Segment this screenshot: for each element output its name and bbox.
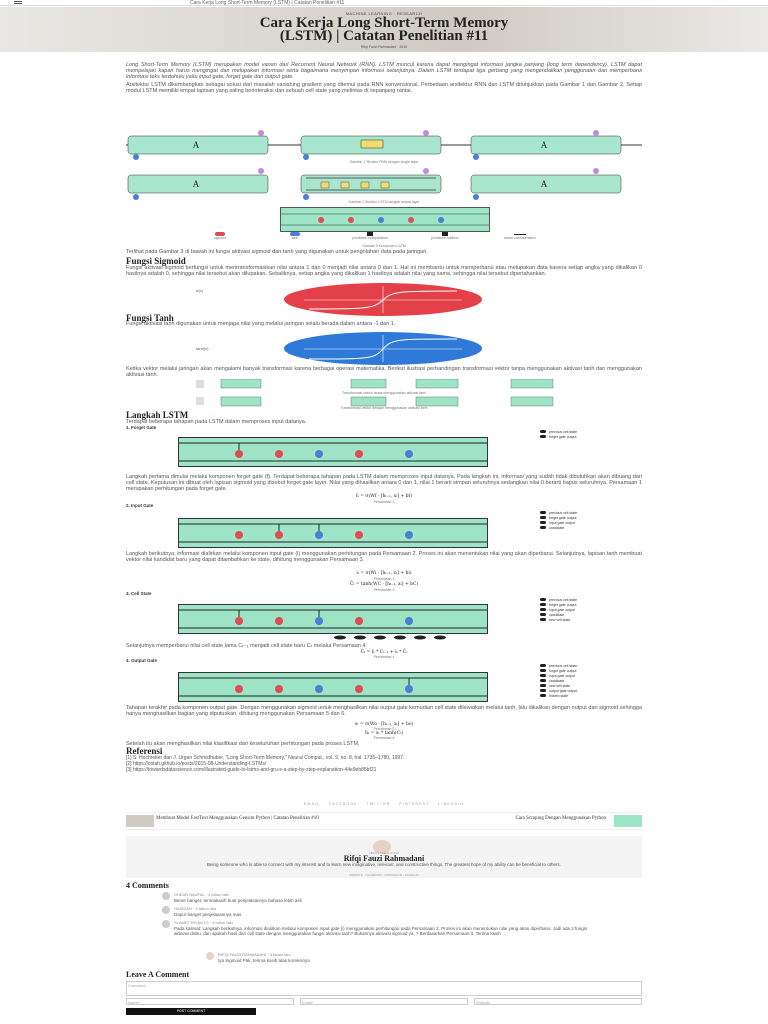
share-bar bbox=[0, 802, 768, 806]
step4-heading: 4. Output Gate bbox=[126, 658, 158, 663]
author-links[interactable]: WEBSITE · FACEBOOK · INSTAGRAM · LINKEDIN bbox=[349, 873, 419, 877]
top-bar bbox=[0, 0, 768, 6]
legend-multiplication: pointwise multiplication bbox=[340, 232, 400, 244]
equation-4-label: Persamaan 4 bbox=[373, 655, 395, 659]
legend-tanh: tanh bbox=[265, 232, 325, 244]
share-pinterest[interactable]: PINTEREST bbox=[399, 802, 430, 806]
reference-item[interactable]: [2] https://colah.github.io/posts/2015-08-Understanding-LSTMs/ bbox=[126, 761, 267, 767]
step1-legend: previous cell state forget gate output bbox=[540, 430, 577, 440]
steps-heading: Langkah LSTM bbox=[126, 410, 189, 420]
equation-5: oₜ = σ(Wo · [hₜ₋₁, xₜ] + bo) bbox=[354, 722, 414, 727]
avatar bbox=[206, 952, 214, 960]
fig2-caption: Gambar 2 Struktur LSTM dengan empat layer bbox=[348, 200, 420, 204]
comment-fields bbox=[126, 998, 642, 1005]
author-name[interactable]: Rifqi Fauzi Rahmadani bbox=[343, 854, 425, 863]
post-meta: Rifqi Fauzi Rahmadani · 2019 bbox=[360, 45, 408, 49]
step1-heading: 1. Forget Gate bbox=[126, 425, 157, 430]
post-category[interactable]: MACHINE LEARNING · RESEARCH bbox=[345, 11, 423, 16]
cell-state-diagram bbox=[178, 604, 488, 634]
topbar-title: Cara Kerja Long Short-Term Memory (LSTM) | Catatan Penelitian #11 bbox=[190, 0, 345, 6]
menu-icon[interactable] bbox=[14, 1, 22, 4]
caption-tanh: Transformasi vektor dengan menggunakan aktivasi tanh bbox=[340, 406, 428, 410]
share-facebook[interactable]: FACEBOOK bbox=[329, 802, 358, 806]
tanh-heading: Fungsi Tanh bbox=[126, 313, 174, 323]
output-gate-diagram bbox=[178, 672, 488, 702]
avatar bbox=[162, 906, 170, 914]
closing-text: Setelah itu akan menghasilkan nilai klasifikasi dari keseluruhan perhitungan pada proses LSTM. bbox=[126, 741, 360, 747]
leave-comment-section bbox=[126, 970, 642, 1015]
vector-transform-figure bbox=[126, 379, 642, 417]
comment-reply bbox=[126, 952, 642, 964]
comment-author: HASIDAH · 4 tahun lalu bbox=[174, 906, 217, 911]
input-gate-diagram bbox=[178, 518, 488, 548]
legend-addition: pointwise addition bbox=[415, 232, 475, 244]
step4-text: Tahapan terakhir pada komponen output gate. Dengan menggunakan sigmoid untuk menghasilkan nilai output gate kemudian cell state dilewatkan melalui tanh, lalu dikalikan dengan output dari sigmoid sehingga hanya menghasilkan bagian yang diputuskan, dihitung menggunakan Persamaan 5 dan 6. bbox=[126, 705, 642, 717]
share-email[interactable]: EMAIL bbox=[303, 802, 321, 806]
comment-text: Bener banget, terimakasih buat penjelasannya bahasa lebih asli bbox=[174, 898, 302, 903]
share-twitter[interactable]: TWITTER bbox=[366, 802, 391, 806]
author-bio: Being someone who is able to connect with my interest and to learn new imaginative, relevant, and constructive things. The greatest hope of my ability can be beneficial to others. bbox=[206, 862, 562, 867]
comment-author: DHEAN NAUFAL · 4 tahun lalu bbox=[174, 892, 229, 897]
lstm-component-figure bbox=[280, 207, 490, 232]
comment-text: Dapur banget penjelasannya mas bbox=[174, 912, 242, 917]
tanh-text-2: Ketika vektor melalui jaringan akan mengalami banyak transformasi karena berbagai operasi matematika. Berikut ilustrasi perbandingan transformasi vektor tanpa menggunakan aktivasi tanh dan menggunakan aktivasi tanh. bbox=[126, 366, 642, 378]
avatar bbox=[162, 892, 170, 900]
sigmoid-heading: Fungsi Sigmoid bbox=[126, 256, 186, 266]
leave-comment-title: Leave A Comment bbox=[126, 970, 190, 979]
equation-1: fₜ = σ(Wf · [hₜ₋₁, xₜ] + bf) bbox=[356, 494, 412, 499]
step2-legend: previous cell state forget gate output input gate output candidate bbox=[540, 511, 577, 531]
author-box bbox=[126, 836, 642, 878]
sigmoid-text: Fungsi aktivasi sigmoid berfungsi untuk mentransformasikan nilai antara 1 dan 0 menjadi nilai antara 0 dan 1. Hal ini membantu untuk memperbarui atau melupakan data karena setiap angka yang dikalikan 0 hasilnya adalah 0, sehingga nilai tersebut akan dilupakan. Sebaliknya, setiap angka yang dikalikan 1 hasilnya adalah nilai yang sama, sehingga nilai tersebut dipertahankan. bbox=[126, 265, 642, 277]
equation-2: iₜ = σ(Wi · [hₜ₋₁, xₜ] + bi) bbox=[356, 571, 412, 576]
equation-1-label: Persamaan 1 bbox=[373, 500, 395, 504]
tanh-text: Fungsi aktivasi tanh digunakan untuk menjaga nilai yang melalui jaringan selalu berada dalam antara -1 dan 1. bbox=[126, 321, 396, 327]
website-field[interactable]: Website bbox=[474, 998, 642, 1005]
equation-4: Cₜ = fₜ * Cₜ₋₁ + iₜ * C̃ₜ bbox=[360, 650, 408, 655]
svg-text:A: A bbox=[540, 179, 548, 189]
prev-post-link[interactable]: Membuat Model FastText Menggunakan Gensim Python | Catatan Penelitian #10 bbox=[156, 816, 319, 821]
reference-item[interactable]: [3] https://towardsdatascience.com/illustrated-guide-to-lstms-and-gru-s-a-step-by-step-explanation-44e9eb85bf21 bbox=[126, 767, 377, 773]
intro-paragraph: Long Short-Term Memory (LSTM) merupakan model varian dari Recurrent Neural Network (RNN). LSTM muncul karena dapat mengingat informasi jangka panjang (long term dependency). LSTM dapat mempelajari kapan harus mengingat dan melupakan informasi serta bagaimana menyimpan informasi selanjutnya. Dalam LSTM terdapat tiga gerbang yang mengendalikan penggunaan dan memperbarui informasi teks terdahulu yaitu input gate, forget gate dan output gate. bbox=[126, 62, 642, 80]
forget-gate-diagram bbox=[178, 437, 488, 467]
share-linkedin[interactable]: LINKEDIN bbox=[438, 802, 465, 806]
comment-text: Iya Sigmoid Pak, terima kasih atas koreksinya bbox=[218, 958, 310, 963]
references-heading: Referensi bbox=[126, 746, 163, 756]
step2-heading: 2. Input Gate bbox=[126, 503, 154, 508]
post-navigation bbox=[126, 812, 642, 830]
equation-6-label: Persamaan 6 bbox=[373, 736, 395, 740]
fig3-text: Terlihat pada Gambar 3 di bawah ini fungsi aktivasi sigmoid dan tanh yang digunakan untuk pengolahan data pada jaringan. bbox=[126, 249, 428, 255]
step1-text: Langkah pertama dimulai melalui komponen forget gate (f). Terdapat beberapa tahapan pada LSTM dalam memproses input datanya. Pada langkah ini, informasi yang sudah tidak dibutuhkan akan dibuang dari cell state. Keputusan ini dibuat oleh lapisan sigmoid yang disebut forget gate layer. Nilai yang dihasilkan antara 0 dan 1, nilai 1 berarti simpan seluruhnya sedangkan nilai 0 berarti hapus seluruhnya. Persamaan 1 merupakan perhitungan pada forget gate. bbox=[126, 474, 642, 492]
avatar bbox=[162, 920, 170, 928]
comment-item bbox=[126, 892, 642, 904]
comment-author: SLAMET RIYANTO · 4 tahun lalu bbox=[174, 920, 233, 925]
legend-sigmoid: sigmoid bbox=[190, 232, 250, 244]
comment-textarea[interactable]: Comment... bbox=[126, 981, 642, 996]
next-post-link[interactable]: Cara Scraping Dengan Menggunakan Python bbox=[515, 816, 606, 821]
author-label: ABOUT THE AUTHOR bbox=[368, 851, 400, 855]
caption-no-tanh: Transformasi vektor tanpa menggunakan aktivasi tanh bbox=[341, 391, 427, 395]
comment-text: Pada kalimat: Langkah berikutnya, informasi dialirkan melalui komponen input gate (i) menggunakan perhitungan pada Persamaan 2. Proses ini akan menentukan nilai yang akan diperbarui. Jadi ada 2 fungsi aktivasi disitu, dan apakah hasil dari cell state dengan menggunakan fungsi aktivasi tanh? Bukannya aktivasi sigmoid ya, ? Berdasarkan Persamaan 3. Terima kasih bbox=[174, 926, 588, 936]
step3-heading: 3. Cell State bbox=[126, 591, 152, 596]
post-comment-button[interactable]: POST COMMENT bbox=[126, 1008, 256, 1015]
equation-2-label: Persamaan 2 bbox=[373, 577, 395, 581]
cell-state-dots bbox=[330, 635, 460, 640]
equation-5-label: Persamaan 5 bbox=[373, 727, 395, 731]
step3-text: Selanjutnya memperbarui nilai cell state lama Cₜ₋₁ menjadi cell state baru Cₜ melalui Persamaan 4. bbox=[126, 643, 367, 649]
article-body bbox=[126, 62, 642, 94]
sigmoid-graph bbox=[284, 283, 482, 316]
svg-text:A: A bbox=[192, 140, 200, 150]
comments-title: 4 Comments bbox=[126, 881, 169, 890]
fig1-caption: Gambar 1 Struktur RNN dengan single layer bbox=[349, 160, 419, 164]
comment-item bbox=[126, 920, 642, 950]
lstm-figure bbox=[126, 168, 642, 200]
step4-legend: previous cell state forget gate output input gate output candidate new cell state output gate output hidden state bbox=[540, 664, 577, 699]
post-title: Cara Kerja Long Short-Term Memory (LSTM) | Catatan Penelitian #11 bbox=[259, 15, 509, 44]
prev-thumbnail[interactable] bbox=[126, 815, 154, 827]
comment-item bbox=[126, 906, 642, 918]
name-field[interactable]: Name* bbox=[126, 998, 294, 1005]
comments-section bbox=[126, 881, 642, 964]
steps-intro: Terdapat beberapa tahapan pada LSTM dalam memproses input datanya. bbox=[126, 419, 307, 425]
references-list bbox=[126, 755, 642, 773]
comment-author: RIFQI FAUZI RAHMADANI · 4 tahun lalu bbox=[218, 952, 291, 957]
svg-text:A: A bbox=[192, 179, 200, 189]
email-field[interactable]: Email* bbox=[300, 998, 468, 1005]
component-legend bbox=[190, 232, 550, 244]
rnn-figure bbox=[126, 130, 642, 160]
intro-paragraph-2: Arsitektur LSTM dikembangkan sebagai solusi dari masalah vanishing gradient yang ditemui pada RNN konvensional. Perbedaan arsitektur RNN dan LSTM ditunjukkan pada Gambar 1 dan Gambar 2. Setiap modul LSTM memiliki empat lapisan yang saling berinteraksi dan sebuah cell state yang melintas di sepanjang rantai. bbox=[126, 82, 642, 94]
tanh-formula: tanh(x) bbox=[196, 346, 209, 351]
equation-3: C̃ₜ = tanh(WC · [hₜ₋₁, xₜ] + bC) bbox=[349, 582, 419, 587]
svg-text:A: A bbox=[540, 140, 548, 150]
equation-6: hₜ = oₜ * tanh(Cₜ) bbox=[365, 731, 403, 736]
step2-text: Langkah berikutnya, informasi dialirkan melalui komponen input gate (i) menggunakan perhitungan pada Persamaan 2. Proses ini akan menentukan nilai yang akan diperbarui. Selanjutnya, lapisan tanh membuat vektor nilai kandidat baru yang dapat ditambahkan ke state, dihitung menggunakan Persamaan 3. bbox=[126, 551, 642, 563]
reference-item: [1] S. Hochreiter dan J. Urgen Schmidhuber, "Long Short-Term Memory," Neural Comput., vol. 9, no. 8, hal. 1735–1780, 1997. bbox=[126, 755, 405, 761]
step3-legend: previous cell state forget gate output input gate output candidate new cell state bbox=[540, 598, 577, 623]
tanh-graph bbox=[284, 332, 482, 365]
hero-banner bbox=[0, 7, 768, 52]
legend-concatenation: vector concatenation bbox=[503, 236, 537, 240]
fig3-caption: Gambar 3 Komponen LSTM bbox=[362, 244, 406, 248]
equation-3-label: Persamaan 3 bbox=[373, 588, 395, 592]
sigmoid-formula: σ(x) bbox=[196, 288, 204, 293]
next-thumbnail[interactable] bbox=[614, 815, 642, 827]
